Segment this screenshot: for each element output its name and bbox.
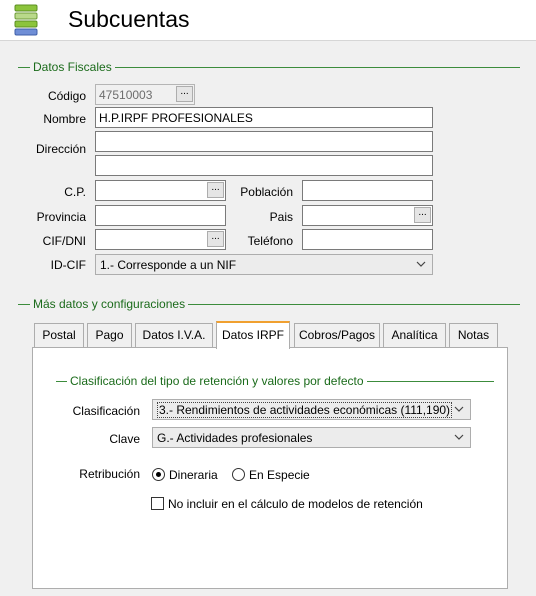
label-pais: Pais — [269, 210, 293, 224]
radio-en-especie-label[interactable]: En Especie — [249, 468, 310, 482]
label-cifdni: CIF/DNI — [42, 234, 86, 248]
tab-cobros-pagos[interactable]: Cobros/Pagos — [294, 323, 380, 347]
cifdni-browse-button[interactable]: ... — [207, 231, 224, 247]
poblacion-field[interactable] — [302, 180, 433, 201]
label-nombre: Nombre — [43, 112, 86, 126]
tab-datos-iva[interactable]: Datos I.V.A. — [135, 323, 213, 347]
cp-browse-button[interactable]: ... — [207, 182, 224, 198]
label-provincia: Provincia — [36, 210, 86, 224]
idcif-select-value: 1.- Corresponde a un NIF — [100, 258, 237, 272]
chevron-down-icon — [454, 432, 464, 442]
label-direccion: Dirección — [35, 142, 86, 156]
section-title-more: Más datos y configuraciones — [30, 297, 188, 311]
chevron-down-icon — [454, 404, 464, 414]
clasificacion-select-value: 3.- Rendimientos de actividades económicas (111,190) — [159, 403, 451, 417]
codigo-browse-button[interactable]: ... — [176, 86, 193, 102]
no-incluir-checkbox[interactable] — [151, 497, 164, 510]
nombre-field[interactable]: H.P.IRPF PROFESIONALES — [95, 107, 433, 128]
tab-postal[interactable]: Postal — [34, 323, 84, 347]
tab-datos-irpf[interactable]: Datos IRPF — [216, 321, 290, 349]
label-clave: Clave — [109, 432, 140, 446]
clave-select[interactable] — [152, 427, 471, 448]
direccion-field-1[interactable] — [95, 131, 433, 152]
telefono-field[interactable] — [302, 229, 433, 250]
clasificacion-select[interactable] — [152, 399, 471, 420]
idcif-select[interactable] — [95, 254, 433, 275]
radio-dineraria[interactable] — [152, 468, 165, 481]
label-idcif: ID-CIF — [50, 258, 86, 272]
ledger-stack-icon — [14, 4, 38, 36]
provincia-field[interactable] — [95, 205, 226, 226]
tab-pago[interactable]: Pago — [87, 323, 132, 347]
label-clasificacion: Clasificación — [72, 404, 140, 418]
clave-select-value: G.- Actividades profesionales — [157, 431, 313, 445]
title-bar — [0, 0, 536, 41]
radio-dineraria-label[interactable]: Dineraria — [169, 468, 218, 482]
label-codigo: Código — [47, 89, 86, 103]
tab-notas[interactable]: Notas — [449, 323, 498, 347]
label-cp: C.P. — [64, 185, 86, 199]
label-retribucion: Retribución — [79, 467, 140, 481]
direccion-field-2[interactable] — [95, 155, 433, 176]
chevron-down-icon — [416, 259, 426, 269]
label-poblacion: Población — [240, 185, 293, 199]
codigo-field[interactable]: 47510003 — [95, 84, 195, 105]
pais-browse-button[interactable]: ... — [414, 207, 431, 223]
section-title-fiscal: Datos Fiscales — [30, 60, 115, 74]
label-telefono: Teléfono — [247, 234, 293, 248]
tab-analitica[interactable]: Analítica — [383, 323, 446, 347]
window-title: Subcuentas — [68, 6, 190, 32]
radio-en-especie[interactable] — [232, 468, 245, 481]
group-title-irpf: Clasificación del tipo de retención y valores por defecto — [67, 374, 367, 388]
no-incluir-checkbox-label[interactable]: No incluir en el cálculo de modelos de retención — [168, 497, 423, 511]
